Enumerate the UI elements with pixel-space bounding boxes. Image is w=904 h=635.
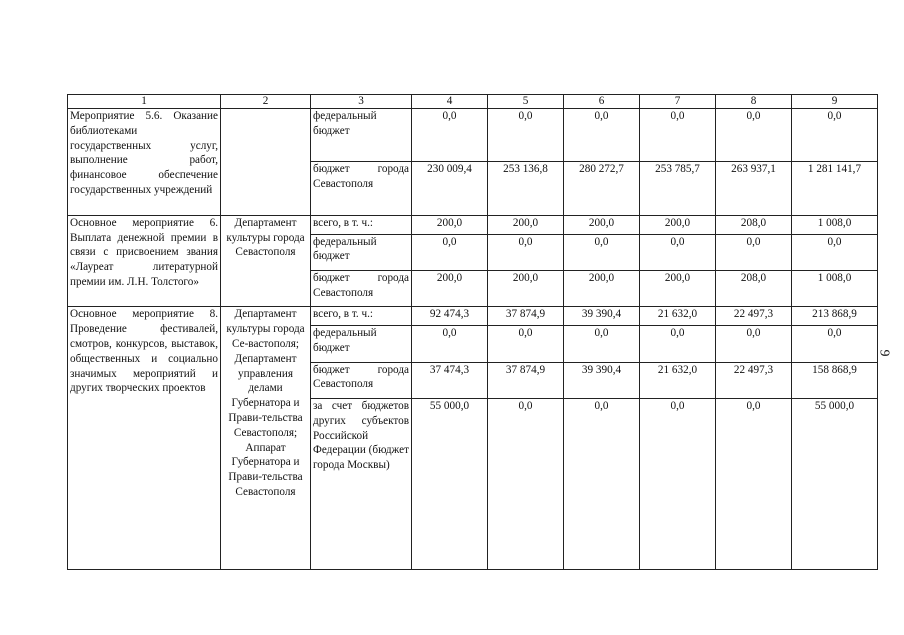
value-cell: 200,0 bbox=[640, 215, 716, 234]
executor-cell bbox=[221, 109, 311, 216]
total-cell: 158 868,9 bbox=[792, 362, 878, 398]
value-cell: 0,0 bbox=[488, 399, 564, 570]
funding-source-cell: всего, в т. ч.: bbox=[311, 215, 412, 234]
value-cell: 0,0 bbox=[412, 234, 488, 270]
event-cell: Основное мероприятие 6. Выплата денежной премии в связи с присвоением звания «Лауреат литературной премии им. Л.Н. Толстого» bbox=[68, 215, 221, 307]
total-cell: 1 008,0 bbox=[792, 270, 878, 306]
value-cell: 200,0 bbox=[488, 215, 564, 234]
value-cell: 0,0 bbox=[716, 326, 792, 362]
value-cell: 0,0 bbox=[412, 109, 488, 162]
funding-source-cell: федеральный бюджет bbox=[311, 326, 412, 362]
column-number: 3 bbox=[311, 95, 412, 109]
column-number: 7 bbox=[640, 95, 716, 109]
value-cell: 0,0 bbox=[564, 109, 640, 162]
executor-cell: Департамент культуры города Севастополя bbox=[221, 215, 311, 307]
value-cell: 0,0 bbox=[488, 326, 564, 362]
value-cell: 37 874,9 bbox=[488, 307, 564, 326]
value-cell: 208,0 bbox=[716, 270, 792, 306]
value-cell: 263 937,1 bbox=[716, 162, 792, 215]
value-cell: 200,0 bbox=[564, 270, 640, 306]
value-cell: 0,0 bbox=[564, 399, 640, 570]
event-cell: Основное мероприятие 8. Проведение фестивалей, смотров, конкурсов, выставок, общественных и социально значимых мероприятий и других творческих проектов bbox=[68, 307, 221, 570]
funding-source-cell: бюджет города Севастополя bbox=[311, 162, 412, 215]
funding-source-cell: всего, в т. ч.: bbox=[311, 307, 412, 326]
value-cell: 21 632,0 bbox=[640, 307, 716, 326]
column-number: 5 bbox=[488, 95, 564, 109]
table-row bbox=[68, 307, 878, 326]
value-cell: 0,0 bbox=[488, 234, 564, 270]
column-number: 2 bbox=[221, 95, 311, 109]
value-cell: 0,0 bbox=[640, 109, 716, 162]
total-cell: 0,0 bbox=[792, 326, 878, 362]
column-number: 1 bbox=[68, 95, 221, 109]
value-cell: 37 874,9 bbox=[488, 362, 564, 398]
value-cell: 253 785,7 bbox=[640, 162, 716, 215]
value-cell: 0,0 bbox=[716, 399, 792, 570]
value-cell: 200,0 bbox=[488, 270, 564, 306]
value-cell: 200,0 bbox=[412, 270, 488, 306]
value-cell: 55 000,0 bbox=[412, 399, 488, 570]
value-cell: 208,0 bbox=[716, 215, 792, 234]
value-cell: 253 136,8 bbox=[488, 162, 564, 215]
value-cell: 0,0 bbox=[640, 326, 716, 362]
value-cell: 0,0 bbox=[412, 326, 488, 362]
event-cell: Мероприятие 5.6. Оказание библиотеками государственных услуг, выполнение работ, финансовое обеспечение государственных учреждений bbox=[68, 109, 221, 216]
column-number: 9 bbox=[792, 95, 878, 109]
budget-table bbox=[67, 94, 878, 570]
value-cell: 22 497,3 bbox=[716, 362, 792, 398]
total-cell: 55 000,0 bbox=[792, 399, 878, 570]
value-cell: 0,0 bbox=[716, 109, 792, 162]
value-cell: 21 632,0 bbox=[640, 362, 716, 398]
value-cell: 0,0 bbox=[488, 109, 564, 162]
table-row bbox=[68, 215, 878, 234]
value-cell: 0,0 bbox=[564, 326, 640, 362]
column-number-row bbox=[68, 95, 878, 109]
column-number: 4 bbox=[412, 95, 488, 109]
value-cell: 0,0 bbox=[640, 399, 716, 570]
value-cell: 200,0 bbox=[412, 215, 488, 234]
value-cell: 39 390,4 bbox=[564, 307, 640, 326]
value-cell: 0,0 bbox=[716, 234, 792, 270]
value-cell: 230 009,4 bbox=[412, 162, 488, 215]
funding-source-cell: бюджет города Севастополя bbox=[311, 270, 412, 306]
value-cell: 0,0 bbox=[564, 234, 640, 270]
value-cell: 39 390,4 bbox=[564, 362, 640, 398]
funding-source-cell: за счет бюджетов других субъектов Российской Федерации (бюджет города Москвы) bbox=[311, 399, 412, 570]
column-number: 8 bbox=[716, 95, 792, 109]
page-number: 9 bbox=[876, 349, 892, 357]
funding-source-cell: федеральный бюджет bbox=[311, 234, 412, 270]
funding-source-cell: федеральный бюджет bbox=[311, 109, 412, 162]
total-cell: 1 281 141,7 bbox=[792, 162, 878, 215]
total-cell: 0,0 bbox=[792, 109, 878, 162]
executor-cell: Департамент культуры города Се-вастополя; Департамент управления делами Губернатора и Прави-тельства Севастополя; Аппарат Губернатора и Прави-тельства Севастополя bbox=[221, 307, 311, 570]
total-cell: 213 868,9 bbox=[792, 307, 878, 326]
column-number: 6 bbox=[564, 95, 640, 109]
total-cell: 1 008,0 bbox=[792, 215, 878, 234]
value-cell: 37 474,3 bbox=[412, 362, 488, 398]
value-cell: 92 474,3 bbox=[412, 307, 488, 326]
total-cell: 0,0 bbox=[792, 234, 878, 270]
table-body bbox=[68, 95, 878, 570]
funding-source-cell: бюджет города Севастополя bbox=[311, 362, 412, 398]
value-cell: 22 497,3 bbox=[716, 307, 792, 326]
value-cell: 200,0 bbox=[640, 270, 716, 306]
value-cell: 280 272,7 bbox=[564, 162, 640, 215]
value-cell: 0,0 bbox=[640, 234, 716, 270]
table-row bbox=[68, 109, 878, 162]
value-cell: 200,0 bbox=[564, 215, 640, 234]
